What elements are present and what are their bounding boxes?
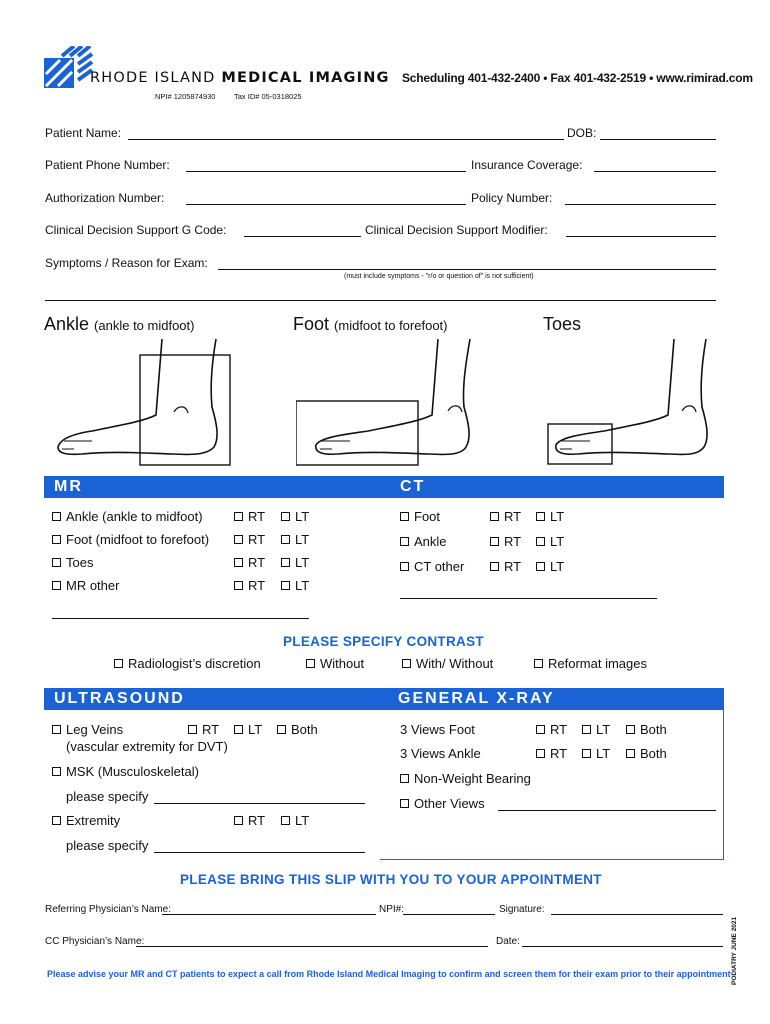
region-ankle-label: Ankle [44, 314, 90, 334]
us-leg-veins-option[interactable] [52, 722, 123, 737]
rt-label: RT [248, 813, 266, 828]
xray-title: GENERAL X-RAY [398, 690, 555, 707]
lt-label: LT [550, 509, 565, 524]
date-label: Date: [496, 936, 520, 947]
checkbox-icon[interactable] [52, 816, 61, 825]
checkbox-icon[interactable] [536, 512, 545, 521]
cds-modifier-field[interactable] [566, 236, 716, 237]
checkbox-icon[interactable] [536, 537, 545, 546]
ct-foot-label: Foot [414, 509, 441, 524]
rt-label: RT [248, 532, 266, 547]
checkbox-icon[interactable] [114, 659, 123, 668]
contrast-without[interactable] [306, 656, 364, 671]
symptoms-label: Symptoms / Reason for Exam: [45, 256, 208, 270]
xray-ankle-rt[interactable] [536, 746, 567, 761]
xray-non-weight-option[interactable] [400, 771, 531, 786]
checkbox-icon[interactable] [536, 562, 545, 571]
us-extremity-option[interactable] [52, 813, 120, 828]
us-leg-veins-label: Leg Veins [66, 722, 124, 737]
mr-toes-rt[interactable] [234, 555, 265, 570]
ct-other-label: CT other [414, 559, 465, 574]
section-frame-right [723, 710, 724, 860]
lt-label: LT [295, 813, 310, 828]
us-msk-specify-label: please specify [66, 789, 149, 804]
date-field[interactable] [522, 946, 723, 947]
ultrasound-title: ULTRASOUND [54, 690, 185, 707]
npi-number: NPI# 1205874930 [155, 92, 216, 101]
phone-label: Patient Phone Number: [45, 158, 170, 172]
mr-toes-option[interactable] [52, 555, 93, 570]
lt-label: LT [550, 559, 565, 574]
patient-name-label: Patient Name: [45, 126, 122, 140]
xray-ankle-both[interactable] [626, 746, 667, 761]
checkbox-icon[interactable] [281, 581, 290, 590]
us-extremity-lt[interactable] [281, 813, 309, 828]
ct-other-option[interactable] [400, 559, 464, 574]
xray-views-foot-label: 3 Views Foot [400, 722, 475, 737]
lt-label: LT [550, 534, 565, 549]
mr-toes-label: Toes [66, 555, 94, 570]
policy-label: Policy Number: [471, 191, 553, 205]
checkbox-icon[interactable] [277, 725, 286, 734]
advise-notice: Please advise your MR and CT patients to expect a call from Rhode Island Medical Imaging to confirm and screen them for their exam prior to their appointment [47, 969, 731, 979]
checkbox-icon[interactable] [400, 512, 409, 521]
us-leg-veins-rt[interactable] [188, 722, 219, 737]
mr-foot-label: Foot (midfoot to forefoot) [66, 532, 210, 547]
checkbox-icon[interactable] [582, 725, 591, 734]
checkbox-icon[interactable] [234, 512, 243, 521]
rt-label: RT [504, 509, 522, 524]
mr-foot-option[interactable] [52, 532, 209, 547]
brand-name [90, 70, 390, 86]
checkbox-icon[interactable] [52, 558, 61, 567]
rt-label: RT [248, 509, 266, 524]
ct-ankle-label: Ankle [414, 534, 447, 549]
checkbox-icon[interactable] [234, 558, 243, 567]
checkbox-icon[interactable] [400, 774, 409, 783]
rt-label: RT [550, 722, 568, 737]
rt-label: RT [504, 534, 522, 549]
checkbox-icon[interactable] [400, 562, 409, 571]
midfoot-diagram [296, 337, 486, 467]
xray-foot-rt[interactable] [536, 722, 567, 737]
dob-field[interactable] [600, 139, 716, 140]
rt-label: RT [550, 746, 568, 761]
lt-label: LT [248, 722, 263, 737]
us-msk-specify-field[interactable] [154, 803, 365, 804]
checkbox-icon[interactable] [536, 725, 545, 734]
contrast-reformat-label: Reformat images [548, 656, 647, 671]
region-foot-label: Foot [293, 314, 330, 334]
mr-foot-rt[interactable] [234, 532, 265, 547]
tax-id: Tax ID# 05-0318025 [234, 92, 302, 101]
mr-foot-lt[interactable] [281, 532, 309, 547]
checkbox-icon[interactable] [52, 767, 61, 776]
us-extremity-specify-field[interactable] [154, 852, 365, 853]
lt-label: LT [295, 509, 310, 524]
checkbox-icon[interactable] [582, 749, 591, 758]
xray-ankle-lt[interactable] [582, 746, 610, 761]
checkbox-icon[interactable] [400, 537, 409, 546]
us-leg-veins-sub: (vascular extremity for DVT) [66, 739, 228, 754]
symptoms-note: (must include symptoms - "r/o or question of" is not sufficient) [344, 273, 534, 280]
checkbox-icon[interactable] [490, 562, 499, 571]
mr-toes-lt[interactable] [281, 555, 309, 570]
us-leg-veins-lt[interactable] [234, 722, 262, 737]
brand-bold: MEDICAL IMAGING [221, 70, 390, 86]
ct-foot-option[interactable] [400, 509, 440, 524]
xray-other-views-field[interactable] [498, 810, 716, 811]
contrast-with-without-label: With/ Without [416, 656, 494, 671]
mr-title: MR [54, 478, 83, 495]
checkbox-icon[interactable] [234, 725, 243, 734]
dob-label: DOB: [567, 126, 597, 140]
patient-name-field[interactable] [128, 139, 564, 140]
xray-non-weight-label: Non-Weight Bearing [414, 771, 531, 786]
checkbox-icon[interactable] [52, 535, 61, 544]
contrast-without-label: Without [320, 656, 365, 671]
form-version-label: PODIATRY JUNE 2021 [731, 916, 738, 985]
checkbox-icon[interactable] [281, 535, 290, 544]
npi-field[interactable] [403, 914, 495, 915]
cc-physician-label: CC Physician’s Name: [45, 936, 145, 947]
authorization-field[interactable] [186, 204, 466, 205]
us-msk-label: MSK (Musculoskeletal) [66, 764, 199, 779]
checkbox-icon[interactable] [400, 799, 409, 808]
lt-label: LT [295, 532, 310, 547]
symptoms-field-line-2[interactable] [45, 300, 716, 301]
us-extremity-rt[interactable] [234, 813, 265, 828]
contrast-title: PLEASE SPECIFY CONTRAST [283, 634, 484, 649]
mr-ankle-lt[interactable] [281, 509, 309, 524]
us-extremity-specify-label: please specify [66, 838, 149, 853]
checkbox-icon[interactable] [281, 816, 290, 825]
symptoms-field[interactable] [218, 269, 716, 270]
npi-label: NPI#: [379, 904, 405, 915]
mr-other-lt[interactable] [281, 578, 309, 593]
ct-foot-lt[interactable] [536, 509, 564, 524]
ct-other-lt[interactable] [536, 559, 564, 574]
signature-label: Signature: [499, 904, 545, 915]
checkbox-icon[interactable] [306, 659, 315, 668]
checkbox-icon[interactable] [281, 512, 290, 521]
us-leg-veins-both[interactable] [277, 722, 318, 737]
checkbox-icon[interactable] [490, 537, 499, 546]
insurance-field[interactable] [594, 171, 716, 172]
xray-other-views-option[interactable] [400, 796, 485, 811]
checkbox-icon[interactable] [536, 749, 545, 758]
lt-label: LT [596, 746, 611, 761]
mr-ankle-label: Ankle (ankle to midfoot) [66, 509, 203, 524]
ankle-foot-diagram [52, 337, 242, 467]
checkbox-icon[interactable] [402, 659, 411, 668]
contrast-radiologist[interactable] [114, 656, 261, 671]
section-frame-bottom [380, 859, 724, 860]
us-msk-option[interactable] [52, 764, 199, 779]
mr-ankle-option[interactable] [52, 509, 203, 524]
contrast-reformat[interactable] [534, 656, 647, 671]
checkbox-icon[interactable] [626, 725, 635, 734]
checkbox-icon[interactable] [534, 659, 543, 668]
checkbox-icon[interactable] [52, 512, 61, 521]
referring-physician-label: Referring Physician’s Name: [45, 904, 171, 915]
contact-info: Scheduling 401-432-2400 • Fax 401-432-2519 • www.rimirad.com [402, 71, 753, 85]
bring-slip-notice: PLEASE BRING THIS SLIP WITH YOU TO YOUR APPOINTMENT [180, 872, 602, 887]
rt-label: RT [248, 578, 266, 593]
ct-ankle-rt[interactable] [490, 534, 521, 549]
both-label: Both [640, 722, 667, 737]
mr-other-label: MR other [66, 578, 120, 593]
checkbox-icon[interactable] [234, 581, 243, 590]
lt-label: LT [295, 555, 310, 570]
contrast-with-without[interactable] [402, 656, 493, 671]
phone-field[interactable] [186, 171, 466, 172]
region-ankle-title [44, 314, 194, 335]
xray-foot-lt[interactable] [582, 722, 610, 737]
authorization-label: Authorization Number: [45, 191, 165, 205]
brand-light: RHODE ISLAND [90, 70, 222, 86]
ct-foot-rt[interactable] [490, 509, 521, 524]
cds-gcode-field[interactable] [244, 236, 361, 237]
us-extremity-label: Extremity [66, 813, 121, 828]
xray-views-ankle-label: 3 Views Ankle [400, 746, 481, 761]
signature-field[interactable] [551, 914, 723, 915]
referring-physician-field[interactable] [162, 914, 376, 915]
logo-mark-icon [44, 46, 94, 88]
mr-ankle-rt[interactable] [234, 509, 265, 524]
checkbox-icon[interactable] [52, 581, 61, 590]
rt-label: RT [248, 555, 266, 570]
xray-other-views-label: Other Views [414, 796, 485, 811]
xray-foot-both[interactable] [626, 722, 667, 737]
mr-other-field[interactable] [52, 618, 309, 619]
checkbox-icon[interactable] [626, 749, 635, 758]
region-ankle-sub: (ankle to midfoot) [94, 318, 195, 333]
cc-physician-field[interactable] [136, 946, 488, 947]
ct-ankle-option[interactable] [400, 534, 447, 549]
ct-ankle-lt[interactable] [536, 534, 564, 549]
mr-other-option[interactable] [52, 578, 119, 593]
checkbox-icon[interactable] [188, 725, 197, 734]
ct-other-rt[interactable] [490, 559, 521, 574]
rt-label: RT [504, 559, 522, 574]
lt-label: LT [596, 722, 611, 737]
both-label: Both [640, 746, 667, 761]
region-foot-sub: (midfoot to forefoot) [334, 318, 448, 333]
checkbox-icon[interactable] [234, 816, 243, 825]
policy-field[interactable] [565, 204, 716, 205]
cds-modifier-label: Clinical Decision Support Modifier: [365, 223, 548, 237]
both-label: Both [291, 722, 318, 737]
checkbox-icon[interactable] [52, 725, 61, 734]
checkbox-icon[interactable] [490, 512, 499, 521]
checkbox-icon[interactable] [281, 558, 290, 567]
cds-gcode-label: Clinical Decision Support G Code: [45, 223, 227, 237]
mr-other-rt[interactable] [234, 578, 265, 593]
checkbox-icon[interactable] [234, 535, 243, 544]
rt-label: RT [202, 722, 220, 737]
mr-ct-header-bar [44, 476, 724, 498]
lt-label: LT [295, 578, 310, 593]
contrast-radiologist-label: Radiologist’s discretion [128, 656, 261, 671]
region-toes-title: Toes [543, 314, 582, 334]
toes-diagram [546, 337, 716, 467]
ct-title: CT [400, 478, 426, 495]
ct-other-field[interactable] [400, 598, 657, 599]
region-foot-title [293, 314, 448, 335]
insurance-label: Insurance Coverage: [471, 158, 583, 172]
